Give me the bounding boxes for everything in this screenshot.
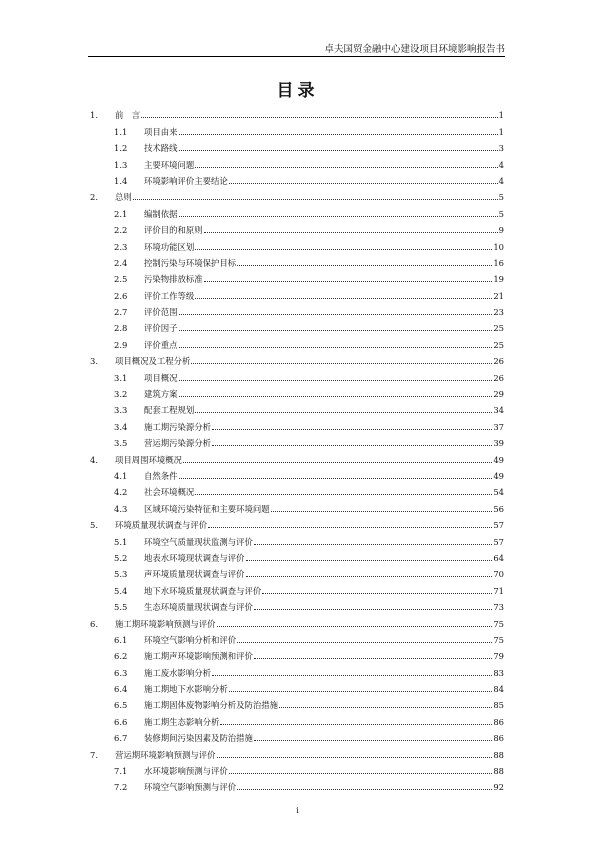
toc-entry-page: 4 xyxy=(498,175,504,186)
toc-entry-page: 83 xyxy=(493,667,504,678)
toc-entry-number: 2.7 xyxy=(114,307,128,318)
toc-entry-page: 88 xyxy=(493,766,504,777)
toc-section-entry[interactable] xyxy=(90,235,504,251)
toc-title: 目录 xyxy=(276,81,319,101)
toc-entry-label: 总则 xyxy=(115,192,132,203)
toc-entry-label: 配套工程规划 xyxy=(144,405,195,416)
toc-entry-number: 2. xyxy=(90,192,98,203)
toc-entry-number: 3.3 xyxy=(114,405,128,416)
toc-leader-dots xyxy=(179,396,493,397)
toc-entry-page: 21 xyxy=(493,290,504,301)
toc-entry-label: 环境空气影响分析和评价 xyxy=(144,634,237,645)
toc-entry-page: 1 xyxy=(498,110,504,121)
toc-entry-label: 营运期环境影响预测与评价 xyxy=(115,749,216,760)
toc-leader-dots xyxy=(262,593,492,594)
toc-leader-dots xyxy=(246,560,493,561)
toc-leader-dots xyxy=(246,576,493,577)
toc-leader-dots xyxy=(254,658,492,659)
toc-entry-page: 26 xyxy=(493,356,504,367)
toc-chapter-entry[interactable] xyxy=(90,448,504,464)
toc-entry-number: 6.3 xyxy=(114,667,128,678)
toc-entry-page: 71 xyxy=(493,585,504,596)
toc-entry-number: 5.5 xyxy=(114,602,128,613)
toc-entry-label: 施工期固体废物影响分析及防治措施 xyxy=(144,700,278,711)
toc-section-entry[interactable] xyxy=(90,596,504,612)
toc-entry-label: 评价工作等级 xyxy=(144,290,195,301)
toc-leader-dots xyxy=(220,724,492,725)
toc-entry-label: 项目概况及工程分析 xyxy=(115,356,191,367)
toc-entry-page: 5 xyxy=(498,192,504,203)
toc-entry-label: 主要环境问题 xyxy=(144,159,195,170)
toc-entry-label: 施工废水影响分析 xyxy=(144,667,211,678)
toc-entry-page: 54 xyxy=(493,487,504,498)
toc-entry-number: 4.1 xyxy=(114,470,128,481)
toc-section-entry[interactable] xyxy=(90,694,504,710)
toc-leader-dots xyxy=(179,150,498,151)
toc-entry-label: 环境影响评价主要结论 xyxy=(144,175,228,186)
toc-entry-number: 3. xyxy=(90,356,98,367)
toc-entry-label: 环境空气影响预测与评价 xyxy=(144,782,237,793)
toc-entry-number: 6.5 xyxy=(114,700,128,711)
toc-entry-label: 环境功能区划 xyxy=(144,241,195,252)
toc-entry-number: 5.1 xyxy=(114,536,128,547)
toc-entry-page: 25 xyxy=(493,323,504,334)
toc-leader-dots xyxy=(195,494,492,495)
toc-entry-label: 项目由来 xyxy=(144,126,178,137)
toc-entry-number: 2.4 xyxy=(114,257,128,268)
toc-section-entry[interactable] xyxy=(90,383,504,399)
toc-entry-page: 10 xyxy=(493,241,504,252)
toc-entry-label: 环境空气质量现状监测与评价 xyxy=(144,536,253,547)
toc-entry-page: 4 xyxy=(498,159,504,170)
toc-entry-label: 水环境影响预测与评价 xyxy=(144,766,228,777)
toc-entry-number: 4. xyxy=(90,454,98,465)
header-title: 卓夫国贸金融中心建设项目环境影响报告书 xyxy=(324,44,505,55)
toc-entry-page: 34 xyxy=(493,405,504,416)
toc-leader-dots xyxy=(179,216,498,217)
toc-entry-number: 3.1 xyxy=(114,372,128,383)
toc-entry-label: 施工期环境影响预测与评价 xyxy=(115,618,216,629)
toc-section-entry[interactable] xyxy=(90,137,504,153)
toc-entry-label: 技术路线 xyxy=(144,143,178,154)
toc-entry-number: 2.8 xyxy=(114,323,128,334)
toc-leader-dots xyxy=(133,199,498,200)
toc-entry-label: 装修期间污染因素及防治措施 xyxy=(144,733,253,744)
toc-entry-number: 2.3 xyxy=(114,241,128,252)
toc-leader-dots xyxy=(229,773,493,774)
toc-entry-number: 6.2 xyxy=(114,651,128,662)
toc-entry-page: 29 xyxy=(493,389,504,400)
toc-entry-number: 4.2 xyxy=(114,487,128,498)
toc-section-entry[interactable] xyxy=(90,153,504,169)
toc-section-entry[interactable] xyxy=(90,629,504,645)
toc-entry-number: 3.2 xyxy=(114,389,128,400)
toc-section-entry[interactable] xyxy=(90,252,504,268)
toc-entry-number: 5.2 xyxy=(114,552,128,563)
toc-section-entry[interactable] xyxy=(90,415,504,431)
toc-leader-dots xyxy=(195,412,492,413)
toc-section-entry[interactable] xyxy=(90,645,504,661)
toc-section-entry[interactable] xyxy=(90,710,504,726)
toc-entry-page: 3 xyxy=(498,143,504,154)
toc-entry-number: 7.2 xyxy=(114,782,128,793)
toc-entry-page: 92 xyxy=(493,782,504,793)
toc-leader-dots xyxy=(179,380,493,381)
toc-entry-number: 5. xyxy=(90,520,98,531)
toc-entry-label: 地表水环境现状调查与评价 xyxy=(144,552,245,563)
toc-entry-number: 1.3 xyxy=(114,159,128,170)
toc-leader-dots xyxy=(191,363,492,364)
toc-entry-page: 19 xyxy=(493,274,504,285)
toc-section-entry[interactable] xyxy=(90,678,504,694)
toc-entry-label: 生态环境质量现状调查与评价 xyxy=(144,602,253,613)
table-of-contents xyxy=(90,104,504,792)
toc-entry-number: 2.6 xyxy=(114,290,128,301)
toc-chapter-entry[interactable] xyxy=(90,743,504,759)
toc-section-entry[interactable] xyxy=(90,219,504,235)
toc-entry-number: 2.1 xyxy=(114,208,128,219)
toc-entry-page: 5 xyxy=(498,208,504,219)
toc-entry-number: 6.4 xyxy=(114,684,128,695)
toc-leader-dots xyxy=(229,691,493,692)
toc-section-entry[interactable] xyxy=(90,530,504,546)
toc-leader-dots xyxy=(179,134,498,135)
toc-leader-dots xyxy=(212,675,492,676)
toc-entry-page: 57 xyxy=(493,536,504,547)
toc-entry-page: 75 xyxy=(493,618,504,629)
toc-entry-label: 评价重点 xyxy=(144,339,178,350)
toc-entry-label: 项目周围环境概况 xyxy=(115,454,182,465)
toc-section-entry[interactable] xyxy=(90,399,504,415)
toc-leader-dots xyxy=(212,429,492,430)
toc-entry-label: 营运期污染源分析 xyxy=(144,438,211,449)
toc-section-entry[interactable] xyxy=(90,727,504,743)
toc-leader-dots xyxy=(254,544,492,545)
toc-entry-label: 评价范围 xyxy=(144,307,178,318)
toc-section-entry[interactable] xyxy=(90,497,504,513)
toc-entry-page: 57 xyxy=(493,520,504,531)
toc-section-entry[interactable] xyxy=(90,579,504,595)
toc-entry-page: 79 xyxy=(493,651,504,662)
toc-entry-page: 25 xyxy=(493,339,504,350)
page-number: i xyxy=(296,806,299,815)
toc-entry-page: 88 xyxy=(493,749,504,760)
toc-entry-label: 声环境质量现状调查与评价 xyxy=(144,569,245,580)
toc-entry-label: 控制污染与环境保护目标 xyxy=(144,257,237,268)
toc-leader-dots xyxy=(179,314,493,315)
toc-entry-number: 2.9 xyxy=(114,339,128,350)
toc-leader-dots xyxy=(141,117,498,118)
toc-entry-label: 社会环境概况 xyxy=(144,487,195,498)
toc-entry-page: 39 xyxy=(493,438,504,449)
toc-entry-page: 56 xyxy=(493,503,504,514)
toc-leader-dots xyxy=(237,789,492,790)
toc-entry-number: 4.3 xyxy=(114,503,128,514)
toc-entry-page: 86 xyxy=(493,716,504,727)
toc-leader-dots xyxy=(279,707,492,708)
toc-entry-label: 自然条件 xyxy=(144,470,178,481)
toc-section-entry[interactable] xyxy=(90,284,504,300)
toc-leader-dots xyxy=(237,265,492,266)
toc-leader-dots xyxy=(195,167,497,168)
toc-entry-page: 1 xyxy=(498,126,504,137)
toc-entry-page: 73 xyxy=(493,602,504,613)
toc-chapter-entry[interactable] xyxy=(90,612,504,628)
toc-entry-number: 1.1 xyxy=(114,126,128,137)
toc-entry-label: 前 言 xyxy=(115,110,141,121)
toc-entry-label: 地下水环境质量现状调查与评价 xyxy=(144,585,262,596)
toc-entry-page: 70 xyxy=(493,569,504,580)
toc-entry-number: 6. xyxy=(90,618,98,629)
toc-entry-number: 1. xyxy=(90,110,98,121)
toc-leader-dots xyxy=(195,298,492,299)
toc-entry-number: 6.1 xyxy=(114,634,128,645)
toc-leader-dots xyxy=(183,462,492,463)
toc-entry-label: 施工期地下水影响分析 xyxy=(144,684,228,695)
toc-entry-number: 1.2 xyxy=(114,143,128,154)
toc-leader-dots xyxy=(271,511,493,512)
toc-section-entry[interactable] xyxy=(90,317,504,333)
toc-leader-dots xyxy=(254,740,492,741)
toc-leader-dots xyxy=(229,183,498,184)
toc-entry-number: 2.5 xyxy=(114,274,128,285)
toc-entry-label: 项目概况 xyxy=(144,372,178,383)
toc-entry-label: 环境质量现状调查与评价 xyxy=(115,520,208,531)
toc-entry-number: 7.1 xyxy=(114,766,128,777)
toc-leader-dots xyxy=(179,478,493,479)
toc-entry-number: 1.4 xyxy=(114,175,128,186)
toc-chapter-entry[interactable] xyxy=(90,514,504,530)
toc-section-entry[interactable] xyxy=(90,465,504,481)
toc-chapter-entry[interactable] xyxy=(90,350,504,366)
toc-leader-dots xyxy=(204,232,498,233)
toc-leader-dots xyxy=(212,445,492,446)
toc-section-entry[interactable] xyxy=(90,333,504,349)
toc-section-entry[interactable] xyxy=(90,301,504,317)
toc-entry-number: 5.4 xyxy=(114,585,128,596)
toc-entry-page: 26 xyxy=(493,372,504,383)
toc-entry-label: 区域环境污染特征和主要环境问题 xyxy=(144,503,270,514)
toc-section-entry[interactable] xyxy=(90,661,504,677)
toc-section-entry[interactable] xyxy=(90,170,504,186)
toc-leader-dots xyxy=(217,626,493,627)
toc-entry-page: 16 xyxy=(493,257,504,268)
toc-section-entry[interactable] xyxy=(90,366,504,382)
toc-entry-number: 7. xyxy=(90,749,98,760)
toc-section-entry[interactable] xyxy=(90,547,504,563)
toc-entry-page: 37 xyxy=(493,421,504,432)
toc-entry-page: 64 xyxy=(493,552,504,563)
toc-entry-label: 评价因子 xyxy=(144,323,178,334)
toc-leader-dots xyxy=(179,347,493,348)
toc-section-entry[interactable] xyxy=(90,202,504,218)
toc-entry-number: 3.5 xyxy=(114,438,128,449)
toc-section-entry[interactable] xyxy=(90,760,504,776)
toc-entry-number: 6.6 xyxy=(114,716,128,727)
toc-leader-dots xyxy=(254,609,492,610)
toc-section-entry[interactable] xyxy=(90,481,504,497)
toc-section-entry[interactable] xyxy=(90,776,504,792)
toc-entry-number: 3.4 xyxy=(114,421,128,432)
toc-entry-page: 49 xyxy=(493,470,504,481)
toc-entry-label: 建筑方案 xyxy=(144,389,178,400)
toc-entry-page: 85 xyxy=(493,700,504,711)
toc-section-entry[interactable] xyxy=(90,432,504,448)
toc-entry-label: 施工期生态影响分析 xyxy=(144,716,220,727)
toc-section-entry[interactable] xyxy=(90,120,504,136)
toc-entry-label: 评价目的和原则 xyxy=(144,225,203,236)
toc-entry-page: 75 xyxy=(493,634,504,645)
toc-leader-dots xyxy=(208,527,492,528)
toc-entry-label: 施工期声环境影响预测和评价 xyxy=(144,651,253,662)
toc-leader-dots xyxy=(179,330,493,331)
toc-entry-number: 2.2 xyxy=(114,225,128,236)
toc-entry-number: 5.3 xyxy=(114,569,128,580)
page-header xyxy=(88,38,505,57)
toc-chapter-entry[interactable] xyxy=(90,186,504,202)
toc-section-entry[interactable] xyxy=(90,268,504,284)
toc-leader-dots xyxy=(204,281,493,282)
toc-entry-label: 施工期污染源分析 xyxy=(144,421,211,432)
toc-leader-dots xyxy=(195,249,492,250)
toc-entry-label: 编制依据 xyxy=(144,208,178,219)
toc-entry-page: 86 xyxy=(493,733,504,744)
toc-leader-dots xyxy=(237,642,492,643)
toc-section-entry[interactable] xyxy=(90,563,504,579)
toc-entry-page: 49 xyxy=(493,454,504,465)
toc-entry-number: 6.7 xyxy=(114,733,128,744)
toc-entry-page: 9 xyxy=(498,225,504,236)
toc-entry-label: 污染物排放标准 xyxy=(144,274,203,285)
toc-entry-page: 23 xyxy=(493,307,504,318)
toc-chapter-entry[interactable] xyxy=(90,104,504,120)
toc-leader-dots xyxy=(217,757,493,758)
toc-entry-page: 84 xyxy=(493,684,504,695)
